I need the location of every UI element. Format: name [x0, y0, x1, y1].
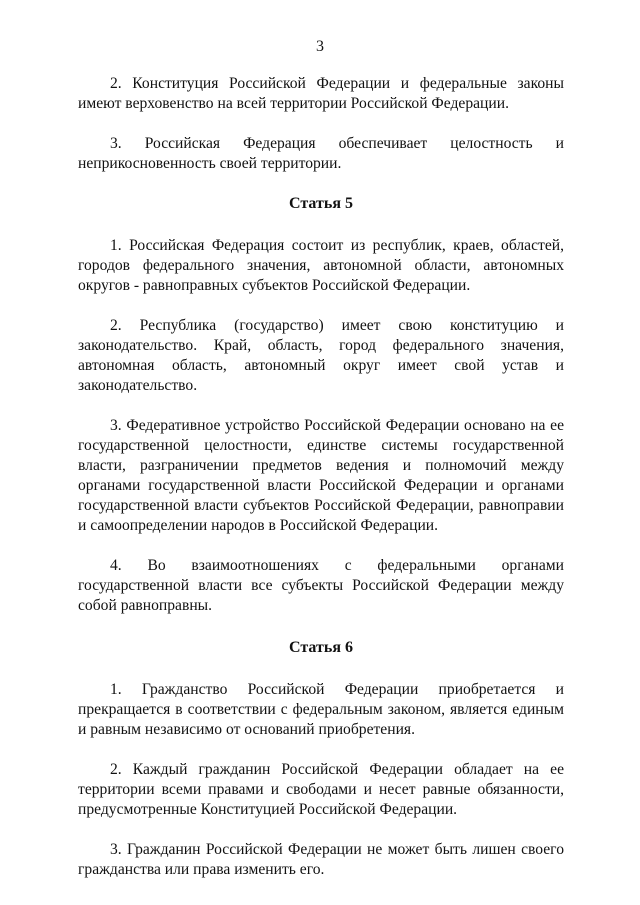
article4-paragraph-2: 2. Конституция Российской Федерации и федеральные законы имеют верховенство на всей территории Российской Федерации.	[78, 75, 564, 112]
article6-title: Статья 6	[289, 639, 353, 656]
article6-paragraph-1: 1. Гражданство Российской Федерации приобретается и прекращается в соответствии с федеральным законом, является единым и равным независимо от оснований приобретения.	[78, 681, 564, 738]
article6-paragraph-3: 3. Гражданин Российской Федерации не может быть лишен своего гражданства или права изменить его.	[78, 841, 564, 878]
article5-title: Статья 5	[289, 195, 353, 212]
article5-paragraph-2: 2. Республика (государство) имеет свою конституцию и законодательство. Край, область, город федерального значения, автономная область, автономный округ имеет свой устав и законодательство.	[78, 317, 564, 394]
document-body	[78, 74, 564, 900]
article4-paragraph-3: 3. Российская Федерация обеспечивает целостность и неприкосновенность своей территории.	[78, 135, 564, 172]
article5-paragraph-4: 4. Во взаимоотношениях с федеральными органами государственной власти все субъекты Российской Федерации между собой равноправны.	[78, 557, 564, 614]
article5-paragraph-1: 1. Российская Федерация состоит из республик, краев, областей, городов федерального значения, автономной области, автономных округов - равноправных субъектов Российской Федерации.	[78, 237, 564, 294]
article6-paragraph-2: 2. Каждый гражданин Российской Федерации обладает на ее территории всеми правами и свободами и несет равные обязанности, предусмотренные Конституцией Российской Федерации.	[78, 761, 564, 818]
article5-paragraph-3: 3. Федеративное устройство Российской Федерации основано на ее государственной целостности, единстве системы государственной власти, разграничении предметов ведения и полномочий между органами государственной власти Российской Федерации и органами государственной власти субъектов Российской Федерации, равноправии и самоопределении народов в Российской Федерации.	[78, 417, 564, 534]
page-number: 3	[316, 38, 324, 55]
